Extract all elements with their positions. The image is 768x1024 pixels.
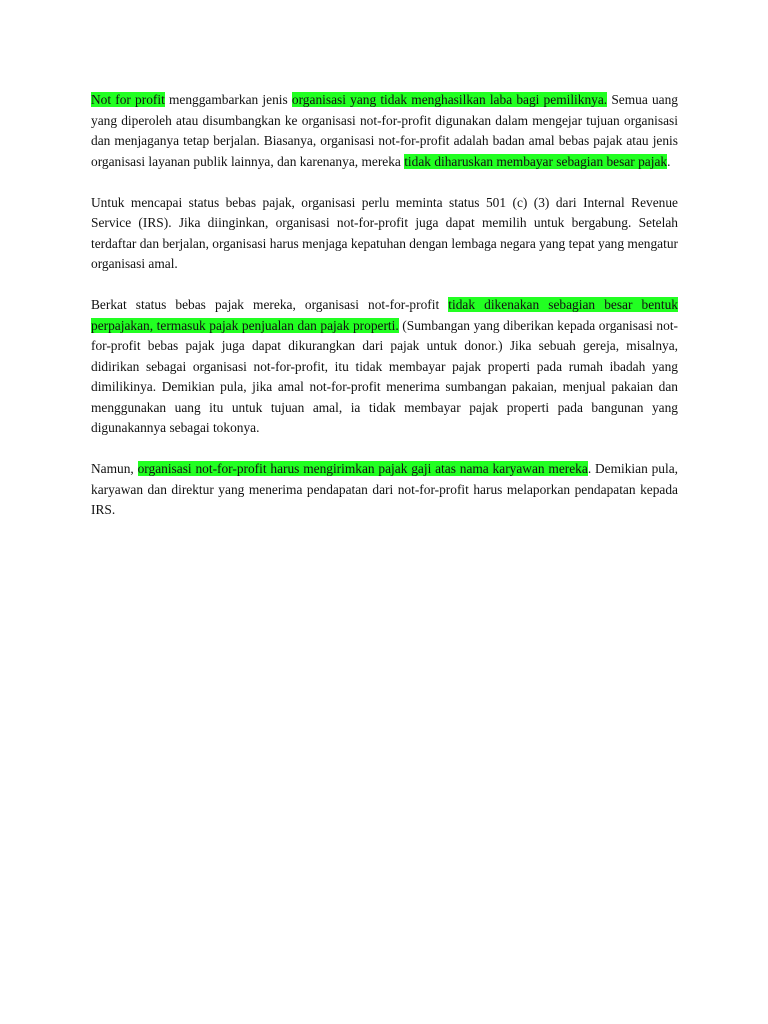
body-text: Semua uang yang diperoleh atau disumbangkan ke organisasi not-for-profit digunakan dalam mengejar tujuan organisasi dan menjaganya tetap berjalan. Biasanya, organisasi not-for-profit adalah badan amal bebas pajak atau jenis organisasi layanan publik lainnya, dan karenanya, mereka [91,92,678,169]
highlighted-text: organisasi not-for-profit harus mengirimkan pajak gaji atas nama karyawan mereka [137,461,588,476]
paragraph-2 [91,193,678,275]
body-text: . [667,153,671,169]
body-text: (Sumbangan yang diberikan kepada organisasi not-for-profit bebas pajak juga dapat dikurangkan dari pajak untuk donor.) Jika sebuah gereja, misalnya, didirikan sebagai organisasi not-for-profit, itu tidak membayar pajak properti pada rumah ibadah yang dimilikinya. Demikian pula, jika amal not-for-profit menerima sumbangan pakaian, menjual pakaian dan menggunakan uang itu untuk tujuan amal, ia tidak membayar pajak properti pada bangunan yang digunakannya sebagai tokonya. [91,317,678,435]
body-text: . Demikian pula, karyawan dan direktur yang menerima pendapatan dari not-for-profit harus melaporkan pendapatan kepada IRS. [91,461,679,517]
paragraph-1 [91,90,678,172]
highlighted-text: Not for profit [91,92,165,107]
body-text: Namun, [91,461,138,476]
highlighted-text: tidak diharuskan membayar sebagian besar pajak [404,153,668,169]
highlighted-text: organisasi yang tidak menghasilkan laba bagi pemiliknya. [291,92,608,107]
paragraph-3 [91,295,678,439]
body-text: Untuk mencapai status bebas pajak, organisasi perlu meminta status 501 (c) (3) dari Internal Revenue Service (IRS). Jika diinginkan, organisasi not-for-profit juga dapat memilih untuk bergabung. Setelah terdaftar dan berjalan, organisasi harus menjaga kepatuhan dengan lembaga negara yang tepat yang mengatur organisasi amal. [91,194,678,271]
paragraph-4 [91,459,678,521]
document-body [91,90,678,541]
body-text: Berkat status bebas pajak mereka, organisasi not-for-profit [91,297,449,312]
body-text: menggambarkan jenis [164,92,292,107]
highlighted-text: tidak dikenakan sebagian besar bentuk perpajakan, termasuk pajak penjualan dan pajak properti. [91,297,678,333]
